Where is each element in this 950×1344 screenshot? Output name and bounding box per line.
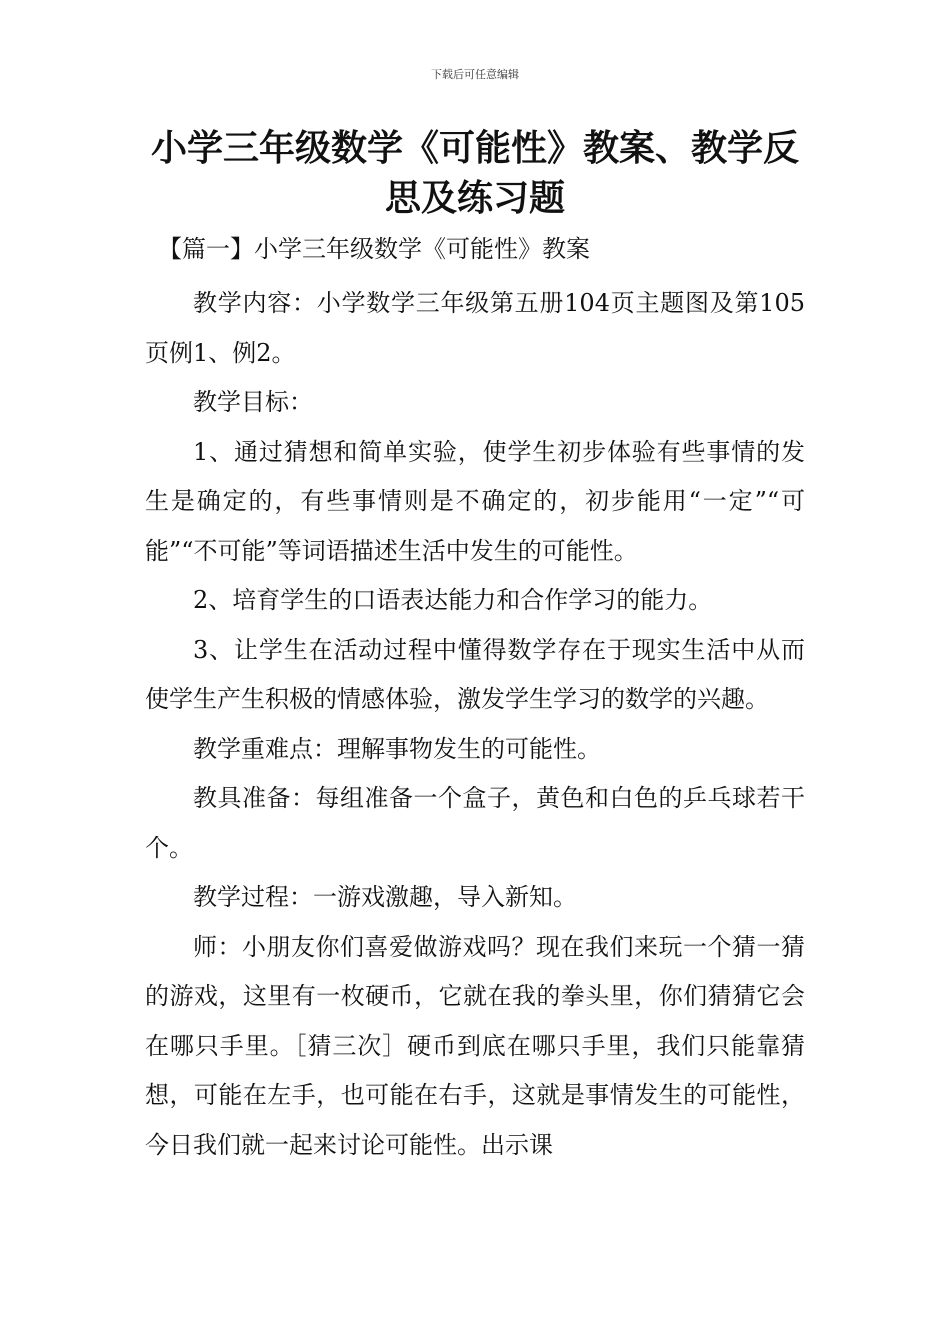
paragraph-goal-3: 3、让学生在活动过程中懂得数学存在于现实生活中从而使学生产生积极的情感体验，激发学生学习的数学的兴趣。 — [145, 635, 805, 713]
paragraph-teacher-dialogue: 师：小朋友你们喜爱做游戏吗？现在我们来玩一个猜一猜的游戏，这里有一枚硬币，它就在我的拳头里，你们猜猜它会在哪只手里。［猜三次］硬币到底在哪只手里，我们只能靠猜想，可能在左手，也可能在右手，这就是事情发生的可能性，今日我们就一起来讨论可能性。出示课 — [145, 932, 805, 1159]
document-title: 小学三年级数学《可能性》教案、教学反思及练习题 — [150, 128, 799, 219]
paragraph-teaching-aids: 教具准备：每组准备一个盒子，黄色和白色的乒乓球若干个。 — [145, 784, 805, 862]
page-header: 下载后可任意编辑 — [431, 68, 519, 81]
paragraph-teaching-content: 教学内容：小学数学三年级第五册104页主题图及第105页例1、例2。 — [145, 289, 805, 367]
paragraph-goal-1: 1、通过猜想和简单实验，使学生初步体验有些事情的发生是确定的，有些事情则是不确定的，初步能用“一定”“可能”“不可能”等词语描述生活中发生的可能性。 — [145, 437, 805, 565]
paragraph-teaching-goals-label: 教学目标： — [193, 388, 313, 416]
paragraph-key-points: 教学重难点：理解事物发生的可能性。 — [193, 734, 601, 763]
paragraph-goal-2: 2、培育学生的口语表达能力和合作学习的能力。 — [193, 586, 713, 614]
document-body — [145, 279, 805, 1170]
section-heading: 【篇一】小学三年级数学《可能性》教案 — [158, 235, 590, 263]
paragraph-teaching-process: 教学过程：一游戏激趣，导入新知。 — [193, 883, 577, 911]
